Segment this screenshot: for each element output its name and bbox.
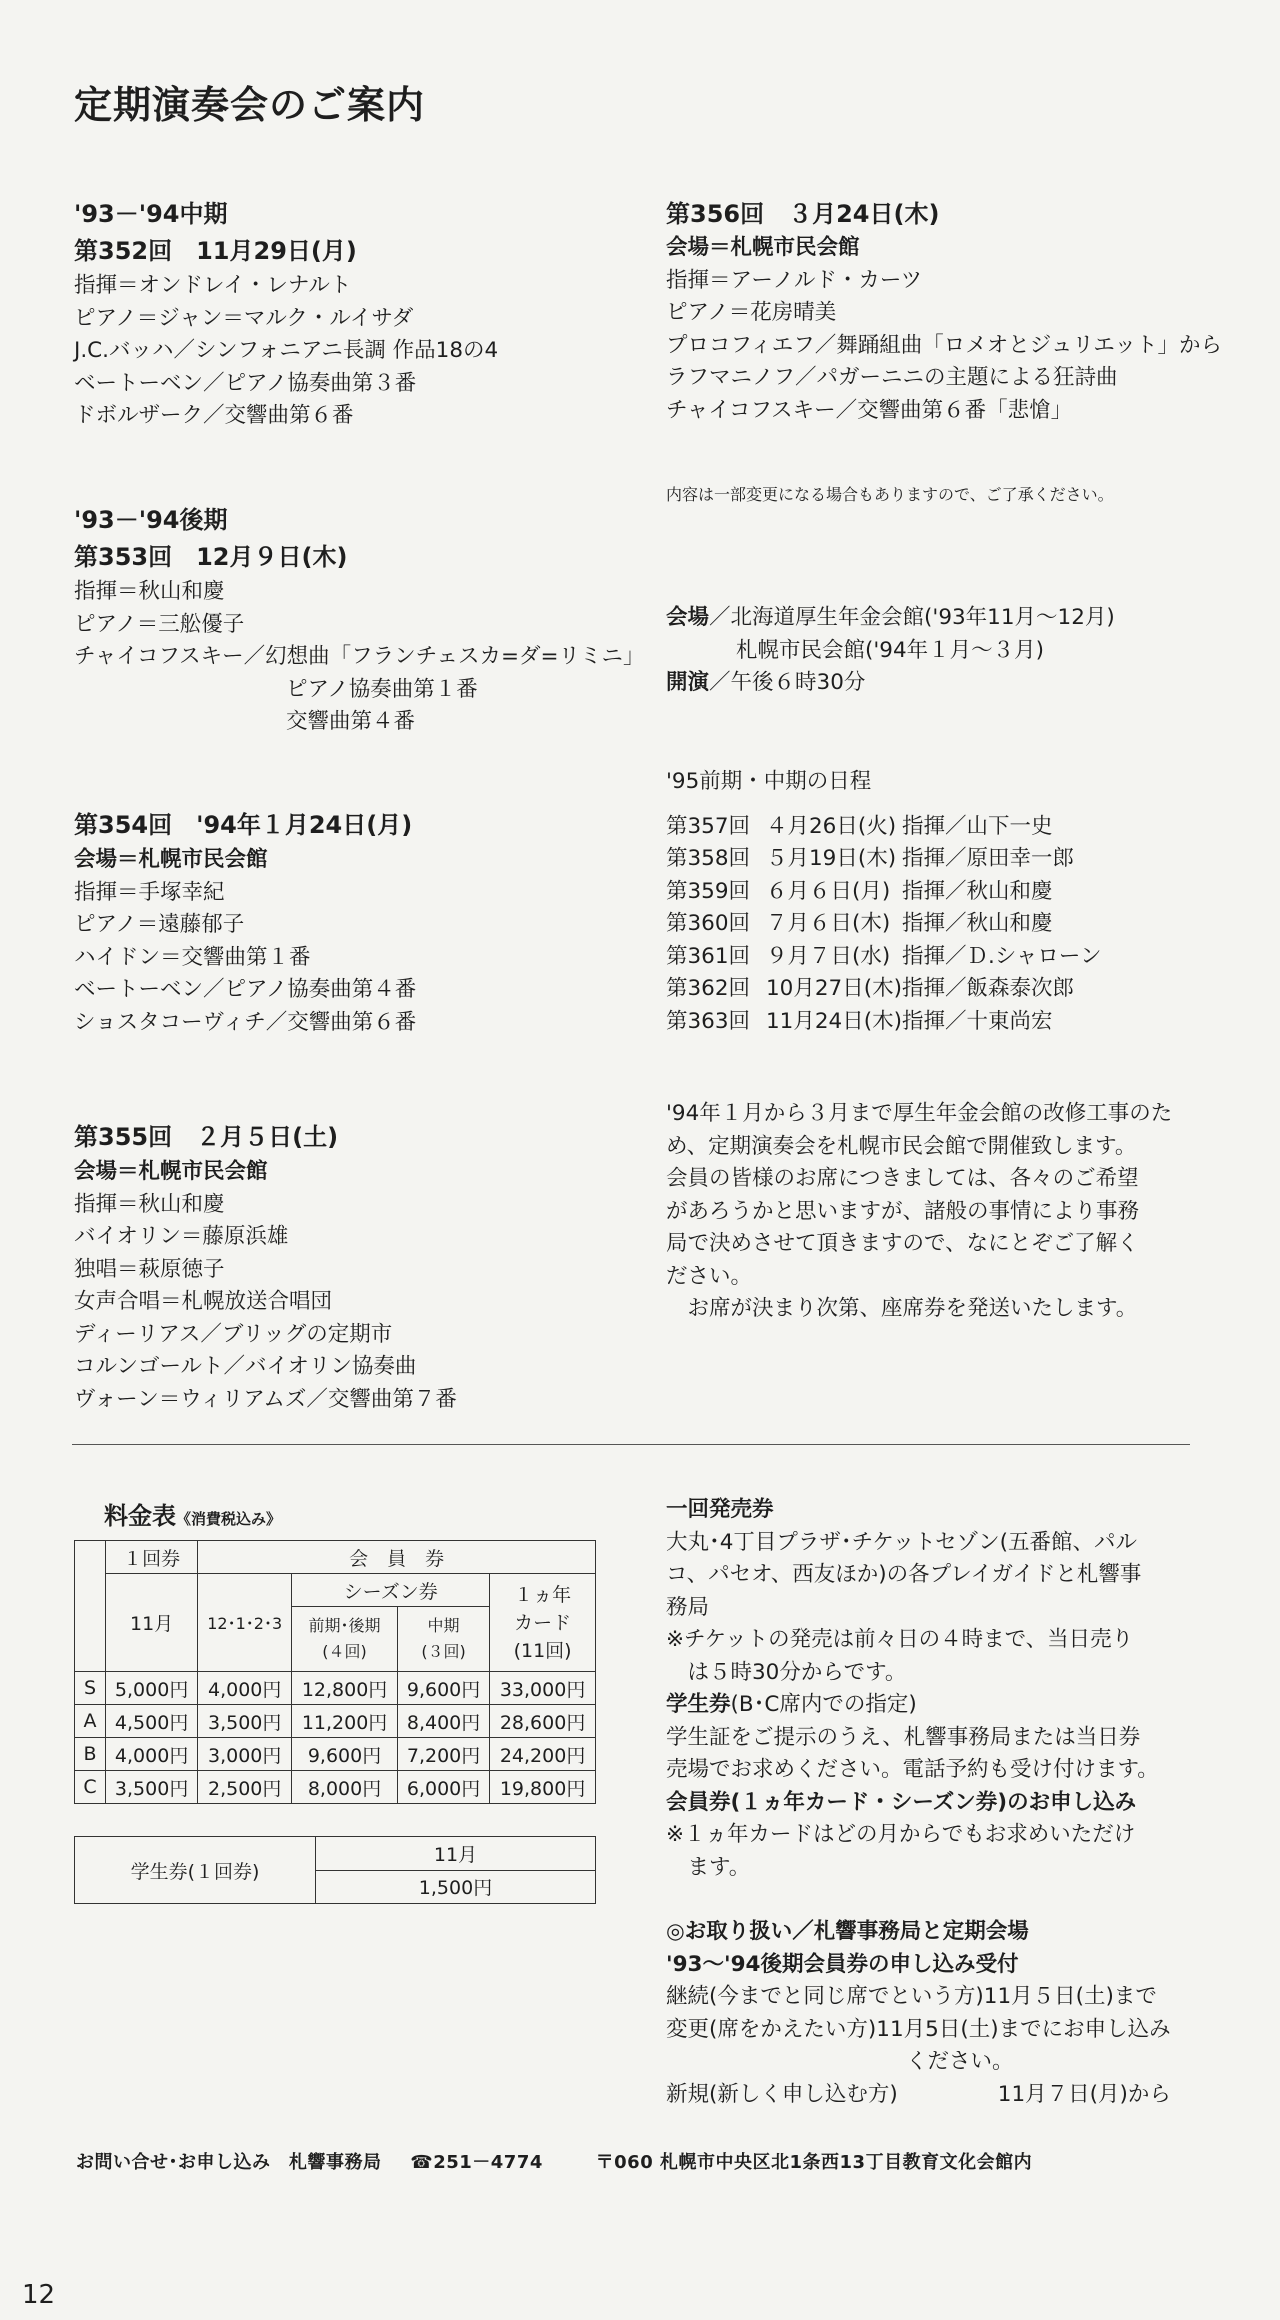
student-label: 学生券(１回券): [75, 1837, 316, 1904]
price-cell: 3,000円: [198, 1738, 292, 1771]
price-title-note: 《消費税込み》: [176, 1510, 282, 1528]
left-column: [74, 196, 498, 433]
venue-line: 会場＝札幌市民会館: [666, 235, 860, 260]
detail-line: チャイコフスキー／交響曲第６番「悲愴」: [666, 397, 1073, 423]
detail-line: ドボルザーク／交響曲第６番: [74, 403, 354, 428]
detail-line: バイオリン＝藤原浜雄: [74, 1224, 289, 1249]
left-column-late: [74, 502, 645, 739]
footer-phone: ☎251－4774: [410, 2152, 543, 2173]
footer: [76, 2148, 1054, 2174]
ticket-line: コ、パセオ、西友ほか)の各プレイガイドと札響事: [666, 1562, 1142, 1587]
price-cell: 4,000円: [106, 1738, 198, 1771]
ticket-line: 売場でお求めください。電話予約も受け付けます。: [666, 1757, 1159, 1782]
detail-line: ラフマニノフ／パガーニニの主題による狂詩曲: [666, 365, 1118, 390]
price-cell: 28,600円: [490, 1705, 596, 1738]
start-label: 開演: [666, 670, 710, 695]
late-season-header: '93－'94後期: [74, 506, 228, 534]
ticket-line: 学生証をご提示のうえ、札響事務局または当日券: [666, 1724, 1141, 1750]
schedule-no: 第358回: [666, 846, 751, 871]
schedule-date: ６月６日(月): [766, 878, 891, 904]
notice-line: 局で決めさせて頂きますので、なにとぞご了解く: [666, 1231, 1139, 1256]
detail-line: チャイコフスキー／幻想曲「フランチェスカ=ダ=リミニ」: [74, 644, 645, 669]
schedule-no: 第361回: [666, 943, 751, 969]
concert-354-heading: 第354回 '94年１月24日(月): [74, 811, 413, 839]
schedule-row: [666, 876, 1101, 909]
detail-line: ディーリアス／ブリッグの定期市: [74, 1321, 393, 1347]
detail-line: ヴォーン＝ウィリアムズ／交響曲第７番: [74, 1386, 457, 1412]
notice-line: '94年１月から３月まで厚生年金会館の改修工事のた: [666, 1101, 1173, 1126]
price-row: [75, 1771, 596, 1804]
concert-356-heading: 第356回 ３月24日(木): [666, 200, 940, 228]
application-info: [666, 1916, 1171, 2111]
schedule-date: ９月７日(水): [766, 943, 891, 969]
ticket-line: ※１ヵ年カードはどの月からでもお求めいただけ: [666, 1822, 1136, 1847]
concert-355: [74, 1118, 457, 1416]
page-number: 12: [22, 2280, 56, 2310]
price-title: [104, 1496, 281, 1531]
schedule-date: 11月24日(木): [766, 1008, 902, 1034]
notice-line: ださい。: [666, 1263, 753, 1289]
price-cell: 11,200円: [292, 1705, 398, 1738]
schedule-no: 第359回: [666, 878, 751, 904]
new-line-label: 新規(新しく申し込む方): [666, 2081, 898, 2107]
detail-line: ハイドン＝交響曲第１番: [74, 944, 311, 970]
schedule-table: [666, 811, 1101, 1039]
nov-header: 11月: [106, 1574, 198, 1672]
concert-356: [666, 196, 1222, 427]
change-line-cont: ください。: [906, 2049, 1014, 2074]
notice-block: [666, 1098, 1172, 1326]
schedule-cond: 指揮／Ｄ.シャローン: [902, 943, 1102, 969]
schedule-date: 10月27日(木): [766, 976, 902, 1001]
detail-line: ピアノ協奏曲第１番: [286, 676, 478, 702]
venue-text: ／北海道厚生年金会館('93年11月～12月): [709, 605, 1115, 630]
mid-season-header: '93－'94中期: [74, 200, 228, 228]
member-header: 会 員 券: [198, 1541, 596, 1574]
detail-line: ベートーベン／ピアノ協奏曲第４番: [74, 977, 417, 1002]
concert-355-heading: 第355回 ２月５日(土): [74, 1123, 339, 1151]
detail-line: J.C.バッハ／シンフォニアニ長調 作品18の4: [74, 338, 499, 363]
student-month: 11月: [316, 1837, 596, 1871]
schedule-cond: 指揮／山下一史: [902, 813, 1053, 839]
schedule-cond: 指揮／十東尚宏: [902, 1008, 1053, 1034]
change-note: 内容は一部変更になる場合もありますので、ご了承ください。: [666, 485, 1114, 504]
notice-line: 会員の皆様のお席につきましては、各々のご希望: [666, 1166, 1139, 1191]
price-cell: 2,500円: [198, 1771, 292, 1804]
section-divider: [72, 1444, 1190, 1445]
ticket-line: 大丸･4丁目プラザ･チケットセゾン(五番館、パル: [666, 1529, 1137, 1555]
detail-line: ピアノ＝遠藤郁子: [74, 912, 245, 937]
detail-line: 指揮＝オンドレイ・レナルト: [74, 273, 352, 298]
schedule-date: ７月６日(木): [766, 911, 891, 936]
schedule-cond: 指揮／飯森泰次郎: [902, 976, 1075, 1001]
venue-info: [666, 602, 1115, 700]
ticket-line: 務局: [666, 1594, 710, 1620]
price-title-text: 料金表: [104, 1502, 176, 1530]
change-line: 変更(席をかえたい方)11月5日(土)までにお申し込み: [666, 2016, 1171, 2042]
single-ticket-heading: 一回発売券: [666, 1497, 774, 1522]
concert-352-details: [74, 270, 498, 433]
price-cell: 8,400円: [397, 1705, 489, 1738]
price-cell: 8,000円: [292, 1771, 398, 1804]
venue-label: 会場: [666, 605, 710, 630]
detail-line: ショスタコーヴィチ／交響曲第６番: [74, 1009, 417, 1035]
schedule-date: ４月26日(火): [766, 813, 897, 839]
zenki-header: 前期･後期 (４回): [292, 1607, 398, 1672]
footer-address: 〒060 札幌市中央区北1条西13丁目教育文化会館内: [595, 2152, 1033, 2173]
ticket-line: は５時30分からです。: [666, 1659, 907, 1685]
schedule-row: [666, 843, 1101, 876]
concert-354: [74, 806, 416, 1039]
price-cell: 3,500円: [198, 1705, 292, 1738]
schedule-header: '95前期・中期の日程: [666, 769, 872, 794]
price-cell: 7,200円: [397, 1738, 489, 1771]
detail-line: プロコフィエフ／舞踊組曲「ロメオとジュリエット」から: [666, 332, 1222, 358]
schedule-cond: 指揮／秋山和慶: [902, 911, 1053, 936]
notice-line: お席が決まり次第、座席券を発送いたします。: [666, 1296, 1138, 1321]
price-cell: 3,500円: [106, 1771, 198, 1804]
schedule-no: 第362回: [666, 976, 751, 1001]
price-cell: 9,600円: [397, 1672, 489, 1705]
detail-line: ピアノ＝花房晴美: [666, 300, 837, 325]
schedule-cond: 指揮／原田幸一郎: [902, 846, 1075, 871]
ticket-info: [666, 1494, 1159, 1884]
price-cell: 19,800円: [490, 1771, 596, 1804]
schedule-no: 第360回: [666, 911, 751, 936]
concert-352-heading: 第352回 11月29日(月): [74, 237, 357, 265]
schedule-date: ５月19日(木): [766, 846, 897, 871]
price-table: [74, 1540, 596, 1804]
start-text: ／午後６時30分: [709, 670, 866, 695]
student-price-table: [74, 1836, 596, 1904]
price-cell: 4,000円: [198, 1672, 292, 1705]
member-ticket-heading: 会員券(１ヵ年カード・シーズン券)のお申し込み: [666, 1789, 1137, 1815]
detail-line: ベートーベン／ピアノ協奏曲第３番: [74, 370, 417, 396]
venue-text-2: 札幌市民会館('94年１月～３月): [736, 637, 1045, 663]
schedule-no: 第363回: [666, 1008, 751, 1034]
schedule-row: [666, 973, 1101, 1006]
schedule-cond: 指揮／秋山和慶: [902, 878, 1053, 904]
price-row: [75, 1672, 596, 1705]
months-header: 12･1･2･3: [198, 1574, 292, 1672]
renew-line: 継続(今までと同じ席でという方)11月５日(土)まで: [666, 1984, 1157, 2009]
corner-cell: [75, 1541, 106, 1672]
price-cell: 33,000円: [490, 1672, 596, 1705]
detail-line: ピアノ＝ジャン＝マルク・ルイサダ: [74, 305, 414, 331]
price-cell: 6,000円: [397, 1771, 489, 1804]
detail-line: 指揮＝アーノルド・カーツ: [666, 267, 923, 293]
price-cell: 24,200円: [490, 1738, 596, 1771]
student-ticket-note: (B･C席内での指定): [730, 1692, 917, 1717]
detail-line: コルンゴールト／バイオリン協奏曲: [74, 1354, 417, 1379]
single-header: １回券: [106, 1541, 198, 1574]
detail-line: 指揮＝手塚幸紀: [74, 879, 225, 905]
price-cell: 4,500円: [106, 1705, 198, 1738]
price-row: [75, 1705, 596, 1738]
price-row: [75, 1738, 596, 1771]
venue-line: 会場＝札幌市民会館: [74, 1159, 268, 1184]
handling-heading: ◎お取り扱い／札響事務局と定期会場: [666, 1919, 1029, 1944]
seat-class: A: [75, 1705, 106, 1738]
annual-header: １ヵ年 カード (11回): [490, 1574, 596, 1672]
seat-class: B: [75, 1738, 106, 1771]
notice-line: があろうかと思いますが、諸般の事情により事務: [666, 1198, 1140, 1224]
venue-line: 会場＝札幌市民会館: [74, 847, 268, 872]
price-cell: 5,000円: [106, 1672, 198, 1705]
price-cell: 9,600円: [292, 1738, 398, 1771]
detail-line: 指揮＝秋山和慶: [74, 579, 225, 604]
concert-353-heading: 第353回 12月９日(木): [74, 543, 348, 571]
season-header: シーズン券: [292, 1574, 490, 1607]
detail-line: 独唱＝萩原徳子: [74, 1256, 225, 1282]
footer-contact: お問い合せ･お申し込み 札響事務局: [76, 2152, 382, 2173]
detail-line: 女声合唱＝札幌放送合唱団: [74, 1289, 333, 1314]
detail-line: 指揮＝秋山和慶: [74, 1191, 225, 1217]
application-heading: '93～'94後期会員券の申し込み受付: [666, 1951, 1019, 1977]
seat-class: C: [75, 1771, 106, 1804]
schedule-row: [666, 941, 1101, 974]
schedule-row: [666, 1006, 1101, 1039]
student-ticket-heading: 学生券: [666, 1692, 731, 1717]
ticket-line: ます。: [666, 1854, 751, 1880]
chuki-header: 中期 (３回): [397, 1607, 489, 1672]
schedule-no: 第357回: [666, 813, 751, 839]
ticket-line: ※チケットの発売は前々日の４時まで、当日売り: [666, 1627, 1134, 1652]
schedule-row: [666, 908, 1101, 941]
new-line-date: 11月７日(月)から: [997, 2081, 1171, 2107]
detail-line: ピアノ＝三舩優子: [74, 611, 245, 637]
student-price: 1,500円: [316, 1870, 596, 1904]
notice-line: め、定期演奏会を札幌市民会館で開催致します。: [666, 1133, 1137, 1159]
schedule-section: [666, 766, 1101, 1038]
detail-line: 交響曲第４番: [286, 709, 416, 734]
schedule-row: [666, 811, 1101, 844]
page-title: 定期演奏会のご案内: [74, 83, 426, 127]
price-cell: 12,800円: [292, 1672, 398, 1705]
seat-class: S: [75, 1672, 106, 1705]
